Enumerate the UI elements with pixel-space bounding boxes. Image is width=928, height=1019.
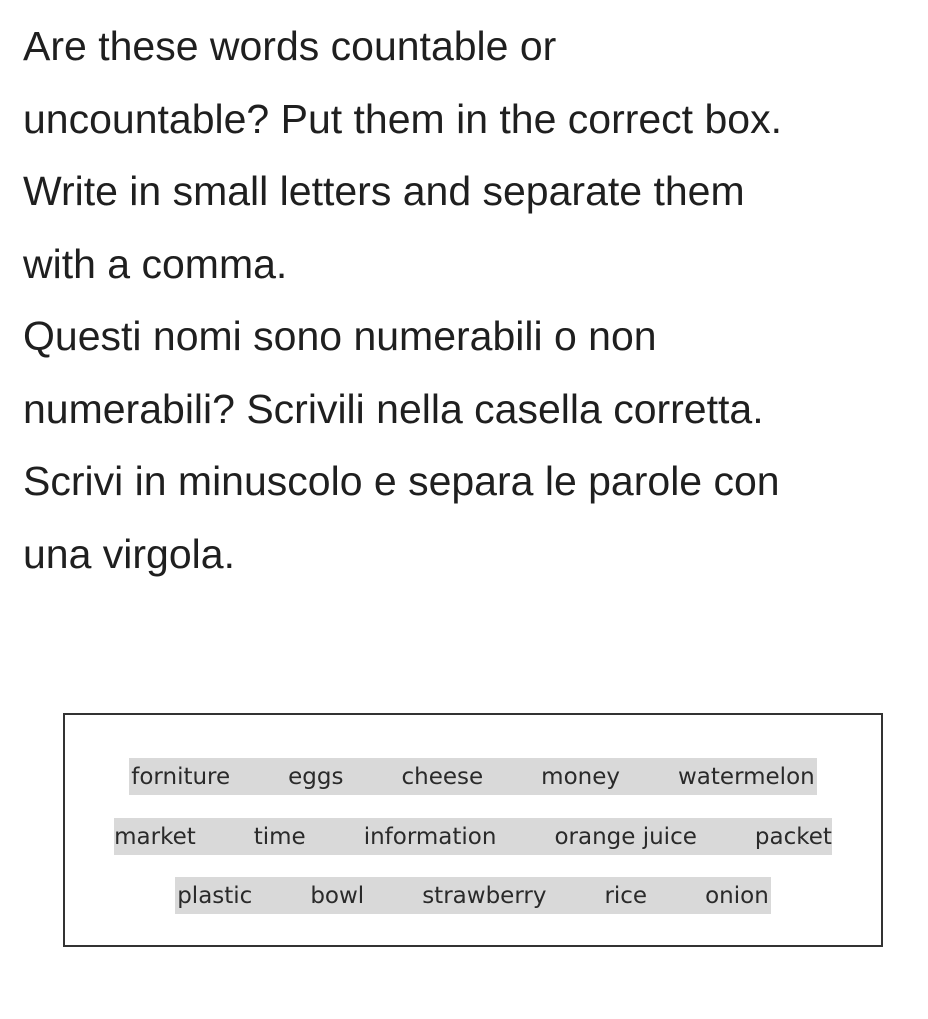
word-item: market bbox=[114, 823, 196, 850]
word-item: eggs bbox=[288, 763, 344, 790]
instruction-line-en-3: Write in small letters and separate them bbox=[23, 168, 745, 214]
instruction-line-it-2: numerabili? Scrivili nella casella corretta. bbox=[23, 385, 764, 432]
instruction-line-en-2: uncountable? Put them in the correct box. bbox=[23, 95, 782, 142]
word-item: money bbox=[541, 763, 620, 790]
instruction-line-it-1: Questi nomi sono numerabili o non bbox=[23, 313, 657, 359]
word-item: strawberry bbox=[422, 882, 547, 909]
word-item: bowl bbox=[310, 882, 365, 909]
word-item: plastic bbox=[177, 882, 253, 909]
word-strip-1 bbox=[129, 758, 816, 795]
word-item: rice bbox=[604, 882, 648, 909]
word-box bbox=[63, 713, 883, 947]
word-row-3 bbox=[65, 877, 881, 914]
instruction-line-en-4: with a comma. bbox=[23, 240, 288, 287]
word-item: time bbox=[253, 823, 306, 850]
word-item: watermelon bbox=[678, 763, 815, 790]
word-item: information bbox=[363, 823, 497, 850]
instruction-line-en-1: Are these words countable or bbox=[23, 23, 557, 69]
word-strip-2 bbox=[114, 818, 832, 855]
instruction-line-it-3: Scrivi in minuscolo e separa le parole con bbox=[23, 458, 780, 504]
word-item: cheese bbox=[401, 763, 484, 790]
instructions bbox=[23, 10, 923, 590]
word-item: orange juice bbox=[554, 823, 697, 850]
word-item: forniture bbox=[131, 763, 231, 790]
instruction-line-it-4: una virgola. bbox=[23, 530, 235, 577]
word-item: onion bbox=[705, 882, 769, 909]
word-strip-3 bbox=[175, 877, 771, 914]
word-row-1 bbox=[65, 758, 881, 795]
word-item: packet bbox=[754, 823, 832, 850]
word-row-2 bbox=[65, 818, 881, 855]
